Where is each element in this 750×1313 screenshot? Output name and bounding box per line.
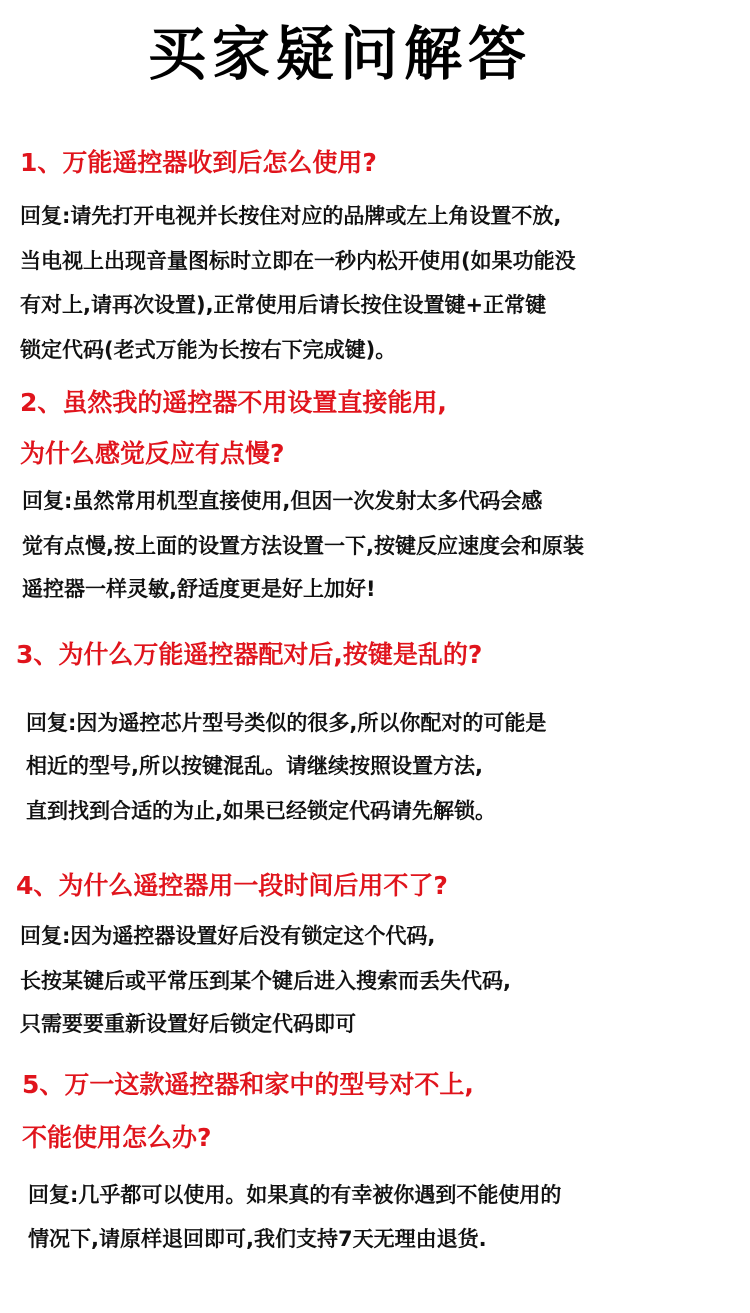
- faq-2-question-line-2: 为什么感觉反应有点慢?: [20, 439, 285, 468]
- faq-5-question: 5、万一这款遥控器和家中的型号对不上,: [22, 1070, 474, 1099]
- faq-4-answer-line: 长按某键后或平常压到某个键后进入搜索而丢失代码,: [20, 969, 511, 993]
- faq-2-answer-line: 遥控器一样灵敏,舒适度更是好上加好!: [22, 577, 376, 601]
- faq-4-answer-line: 只需要要重新设置好后锁定代码即可: [20, 1012, 356, 1036]
- faq-2-answer-line: 回复:虽然常用机型直接使用,但因一次发射太多代码会感: [22, 489, 543, 513]
- faq-3-answer-line: 回复:因为遥控芯片型号类似的很多,所以你配对的可能是: [26, 711, 547, 735]
- faq-5-question-line-2: 不能使用怎么办?: [22, 1123, 212, 1152]
- faq-4-answer-line: 回复:因为遥控器设置好后没有锁定这个代码,: [20, 924, 436, 948]
- faq-5-answer-line: 情况下,请原样退回即可,我们支持7天无理由退货.: [28, 1227, 487, 1251]
- faq-2-answer-line: 觉有点慢,按上面的设置方法设置一下,按键反应速度会和原装: [22, 534, 584, 558]
- page-title: 买家疑问解答: [147, 20, 532, 88]
- faq-5-answer-line: 回复:几乎都可以使用。如果真的有幸被你遇到不能使用的: [28, 1183, 562, 1207]
- faq-2-question: 2、虽然我的遥控器不用设置直接能用,: [20, 388, 447, 417]
- faq-1-question: 1、万能遥控器收到后怎么使用?: [20, 148, 377, 177]
- faq-3-answer-line: 相近的型号,所以按键混乱。请继续按照设置方法,: [26, 754, 483, 778]
- faq-3-answer-line: 直到找到合适的为止,如果已经锁定代码请先解锁。: [26, 799, 496, 823]
- faq-1-answer-line: 回复:请先打开电视并长按住对应的品牌或左上角设置不放,: [20, 204, 562, 228]
- faq-3-question: 3、为什么万能遥控器配对后,按键是乱的?: [16, 640, 483, 669]
- faq-1-answer-line: 有对上,请再次设置),正常使用后请长按住设置键+正常键: [20, 293, 547, 317]
- faq-1-answer-line: 当电视上出现音量图标时立即在一秒内松开使用(如果功能没: [20, 249, 576, 273]
- faq-1-answer-line: 锁定代码(老式万能为长按右下完成键)。: [20, 338, 397, 362]
- faq-4-question: 4、为什么遥控器用一段时间后用不了?: [16, 871, 448, 900]
